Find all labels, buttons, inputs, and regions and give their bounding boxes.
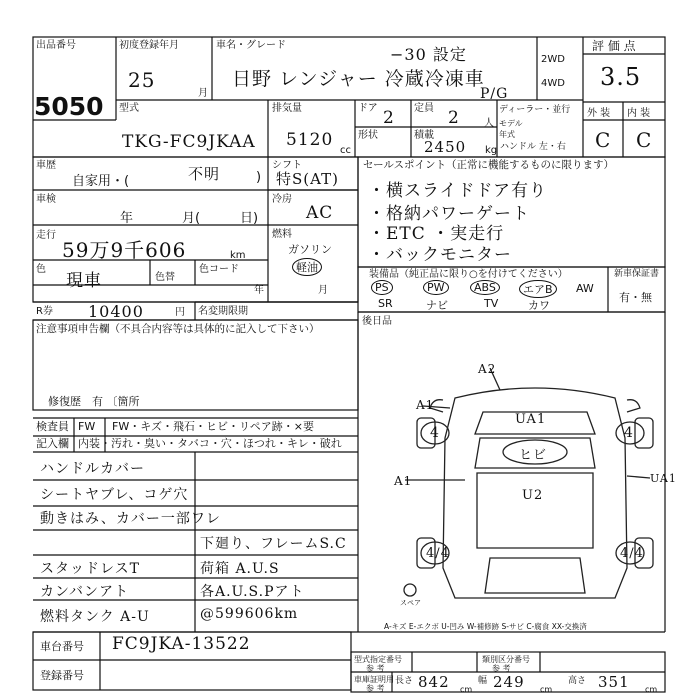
height-label: 高さ: [568, 676, 587, 686]
remark-item: 燃料タンク A-U: [40, 609, 150, 625]
equip-aw: AW: [576, 282, 594, 295]
usage-value: 自家用・(: [72, 174, 130, 189]
sales-point-item: ・格納パワーゲート: [368, 204, 530, 224]
first-reg-label: 初度登録年月: [119, 40, 179, 51]
type-cert-ref: 参 考: [366, 664, 385, 673]
shift-value: 特S(AT): [276, 170, 339, 188]
registration-label: 登録番号: [40, 669, 84, 682]
chassis-label: 車台番号: [40, 640, 84, 653]
equip-pw: PW: [423, 280, 449, 295]
class-label: 類別区分番号: [482, 655, 530, 664]
model-value: TKG-FC9JKAA: [122, 132, 256, 152]
tax-year: 年: [254, 285, 264, 296]
remark-item: ハンドルカバー: [40, 461, 145, 477]
exterior-grade: C: [595, 128, 612, 152]
diagram-mark: 4/4: [426, 546, 450, 561]
remark-item: 下廻り、フレームS.C: [200, 536, 347, 552]
lot-number: 5050: [34, 92, 104, 121]
equip-ps: PS: [371, 280, 393, 295]
exterior-label: 外 装: [587, 108, 611, 119]
length-label: 長さ: [395, 676, 414, 686]
person-unit: 人: [484, 118, 494, 129]
diagram-mark: 4/4: [620, 546, 644, 561]
diagram-mark: 4: [624, 425, 634, 441]
sales-point-item: ・ETC ・実走行: [368, 224, 505, 244]
length-unit: cm: [460, 685, 473, 694]
height-value: 351: [598, 673, 630, 691]
inspection-month: 月(: [182, 211, 201, 226]
fw-label: FW: [78, 420, 96, 433]
inspection-label: 車検: [36, 194, 56, 205]
usage-unknown: 不明: [188, 165, 221, 183]
spare-label: スペア: [400, 599, 421, 607]
width-label: 幅: [478, 676, 488, 686]
r-amount: 10400: [88, 302, 144, 321]
load-value: 2450: [424, 138, 467, 156]
capacity-value: 2: [448, 108, 460, 128]
sales-point-item: ・バックモニター: [368, 245, 512, 265]
remark-item: 荷箱 A.U.S: [200, 561, 280, 577]
diagram-mark: ヒビ: [519, 448, 548, 463]
color-change-label: 色替: [155, 272, 175, 283]
tax-label: 名変期限期: [198, 306, 248, 317]
color-value: 現車: [66, 271, 102, 291]
diagram-mark: UA1: [515, 412, 547, 427]
fuel-option-diesel: 軽油: [292, 258, 322, 276]
usage-label: 車歴: [36, 160, 56, 171]
score-label: 評 価 点: [592, 39, 636, 53]
class-ref: 参 考: [492, 664, 511, 673]
diagram-mark: A1: [416, 398, 435, 412]
sales-points-label: セールスポイント（正常に機能するものに限ります）: [363, 159, 615, 171]
yen-unit: 円: [175, 307, 185, 318]
remark-item: 動きはみ、カバー一部ワレ: [40, 511, 221, 527]
check-items: FW・キズ・飛石・ヒビ・リペア跡・×要: [112, 420, 314, 433]
color-label: 色: [36, 264, 46, 275]
entry-items: 内装・汚れ・臭い・タバコ・穴・ほつれ・キレ・破れ: [78, 437, 342, 450]
height-unit: cm: [645, 685, 658, 694]
equip-airbag: エアB: [519, 280, 557, 298]
inspection-year: 年: [120, 211, 134, 226]
tax-month: 月: [318, 285, 328, 296]
diagram-mark: A2: [478, 362, 497, 376]
diagram-mark: U2: [522, 488, 544, 503]
kg-unit: kg: [485, 145, 498, 156]
remark-item: シートヤブレ、コゲ穴: [40, 487, 189, 503]
interior-grade: C: [636, 128, 653, 152]
remark-item: スタッドレスT: [40, 561, 140, 577]
displacement-value: 5120: [286, 130, 334, 150]
equip-abs: ABS: [470, 280, 500, 295]
mileage-value: 59万9千606: [62, 238, 187, 262]
remark-item: @599606km: [200, 606, 299, 622]
inspection-day: 日): [240, 211, 259, 226]
km-unit: km: [230, 250, 246, 261]
vehicle-cert-ref: 参 考: [366, 684, 385, 693]
cc-unit: cc: [340, 145, 351, 156]
repair-value: 有 〔箇所: [92, 395, 140, 408]
warranty-value: 有・無: [619, 291, 652, 304]
vehicle-cert-label: 車庫証明用: [354, 675, 394, 684]
width-value: 249: [493, 673, 525, 691]
car-name: 日野 レンジャー 冷蔵冷凍車: [232, 68, 485, 90]
pg-note: P/G: [480, 86, 509, 102]
check-label: 検査員: [36, 420, 69, 433]
length-value: 842: [418, 673, 450, 691]
remark-item: 各A.U.S.Pアト: [200, 584, 305, 600]
first-reg-year: 25: [128, 68, 156, 92]
fuel-label: 燃料: [272, 229, 292, 240]
sales-point-item: ・横スライドドア有り: [368, 181, 547, 201]
ac-label: 冷房: [272, 194, 292, 205]
equipment-label: 装備品（純正品に限り○を付けてください）: [369, 269, 568, 280]
displacement-label: 排気量: [272, 103, 302, 114]
interior-label: 内 装: [627, 108, 651, 119]
diagram-mark: 4: [430, 425, 440, 441]
repair-label: 修復歴: [48, 395, 81, 408]
remark-item: カンバンアト: [40, 584, 130, 600]
dealer-label: ディーラー・並行: [499, 105, 571, 115]
usage-close: ): [256, 170, 262, 185]
equip-leather: カワ: [528, 299, 550, 312]
equip-sr: SR: [378, 297, 393, 310]
shift-label: シフト: [272, 160, 302, 171]
chassis-value: FC9JKA-13522: [112, 634, 251, 654]
car-grade-label: 車名・グレード: [216, 40, 286, 51]
load-label: 積載: [414, 130, 434, 141]
entry-label: 記入欄: [36, 437, 69, 450]
grade-note: −30 設定: [390, 45, 467, 64]
rear-item-label: 後日品: [362, 316, 392, 327]
doors-value: 2: [383, 108, 395, 128]
score-value: 3.5: [600, 63, 642, 91]
diagram-mark: UA1: [650, 472, 677, 485]
ac-value: AC: [306, 203, 334, 223]
handle-label: ハンドル 左・右: [500, 142, 566, 152]
r-label: R券: [36, 306, 53, 317]
fuel-option-gasoline: ガソリン: [288, 243, 332, 256]
width-unit: cm: [540, 685, 553, 694]
warranty-label: 新車保証書: [614, 269, 660, 279]
capacity-label: 定員: [414, 103, 434, 114]
model-year-label: モデル年式: [499, 119, 523, 139]
shape-label: 形状: [358, 130, 378, 141]
equip-tv: TV: [484, 297, 499, 310]
notes-label: 注意事項申告欄（不具合内容等は具体的に記入して下さい）: [36, 323, 320, 335]
model-label: 型式: [119, 103, 139, 114]
type-cert-label: 型式指定番号: [354, 655, 402, 664]
drive-4wd: 4WD: [541, 78, 565, 89]
equip-navi: ナビ: [426, 299, 448, 312]
month-unit: 月: [198, 88, 208, 99]
lot-label: 出品番号: [36, 40, 76, 51]
damage-legend: A-キズ E-エクボ U-凹み W-補修跡 S-サビ C-腐食 XX-交換済: [384, 622, 587, 631]
color-code-label: 色コード: [199, 264, 239, 275]
doors-label: ドア: [358, 103, 378, 114]
drive-2wd: 2WD: [541, 54, 565, 65]
mileage-label: 走行: [36, 230, 56, 241]
diagram-mark: A1: [394, 474, 413, 488]
